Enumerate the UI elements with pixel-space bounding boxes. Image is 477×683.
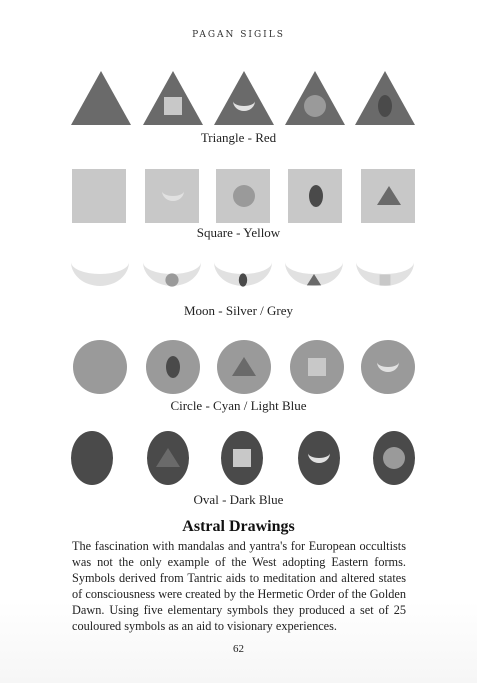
sigil-triangle-oval bbox=[355, 70, 415, 130]
sigil-square-triangle bbox=[359, 165, 419, 225]
caption-triangle: Triangle - Red bbox=[200, 130, 277, 145]
sigil-oval-circle bbox=[364, 428, 424, 488]
triangle-shape bbox=[214, 71, 274, 125]
circle-shape bbox=[73, 340, 127, 394]
page-number: 62 bbox=[233, 643, 244, 655]
sigil-circle-moon bbox=[358, 336, 418, 396]
section-body: The fascination with mandalas and yantra's for European occultists was not the only example of the West adopting Eastern forms. Symbols derived from Tantric aids to meditation and altered states of consciousness were created by the Hermetic Order of the Golden Dawn. Using five elementary symbols they produced a set of 25 couloured symbols as an aid to visionary experiences. bbox=[72, 539, 406, 633]
sigil-moon-plain bbox=[71, 250, 131, 310]
caption-square: Square - Yellow bbox=[196, 225, 281, 240]
inner-square-shape bbox=[308, 358, 326, 376]
sigil-circle-triangle bbox=[214, 336, 274, 396]
oval-shape bbox=[71, 431, 113, 485]
sigil-oval-triangle bbox=[138, 428, 198, 488]
caption-oval: Oval - Dark Blue bbox=[193, 492, 284, 507]
sigil-oval-moon bbox=[289, 428, 349, 488]
sigil-moon-triangle bbox=[285, 250, 345, 310]
sigil-square-circle bbox=[214, 165, 274, 225]
sigil-oval-square bbox=[212, 428, 272, 488]
crescent-shape bbox=[71, 262, 129, 286]
triangle-shape bbox=[71, 71, 131, 125]
sigil-oval-plain bbox=[62, 428, 122, 488]
sigil-triangle-circle bbox=[285, 70, 345, 130]
caption-circle: Circle - Cyan / Light Blue bbox=[170, 398, 307, 413]
inner-circle-shape bbox=[383, 447, 405, 469]
inner-square-shape bbox=[164, 97, 182, 115]
sigil-triangle-plain bbox=[71, 70, 131, 130]
sigil-circle-square bbox=[287, 336, 347, 396]
sigil-circle-plain bbox=[70, 336, 130, 396]
sigil-circle-oval bbox=[143, 336, 203, 396]
sigil-moon-square bbox=[356, 250, 416, 310]
sigil-moon-circle bbox=[143, 250, 203, 310]
inner-oval-shape bbox=[239, 273, 247, 286]
inner-oval-shape bbox=[378, 95, 392, 117]
sigil-square-plain bbox=[70, 165, 130, 225]
caption-moon: Moon - Silver / Grey bbox=[183, 303, 294, 318]
square-shape bbox=[72, 169, 126, 223]
inner-square-shape bbox=[380, 275, 391, 286]
sigil-square-oval bbox=[286, 165, 346, 225]
inner-oval-shape bbox=[309, 185, 323, 207]
section-title: Astral Drawings bbox=[182, 518, 295, 535]
inner-square-shape bbox=[233, 449, 251, 467]
sigil-moon-oval bbox=[214, 250, 274, 310]
running-header: PAGAN SIGILS bbox=[192, 30, 285, 40]
sigil-square-moon bbox=[143, 165, 203, 225]
inner-circle-shape bbox=[304, 95, 326, 117]
inner-circle-shape bbox=[233, 185, 255, 207]
sigil-triangle-square bbox=[143, 70, 203, 130]
inner-oval-shape bbox=[166, 356, 180, 378]
inner-circle-shape bbox=[165, 273, 178, 286]
sigil-triangle-moon bbox=[214, 70, 274, 130]
